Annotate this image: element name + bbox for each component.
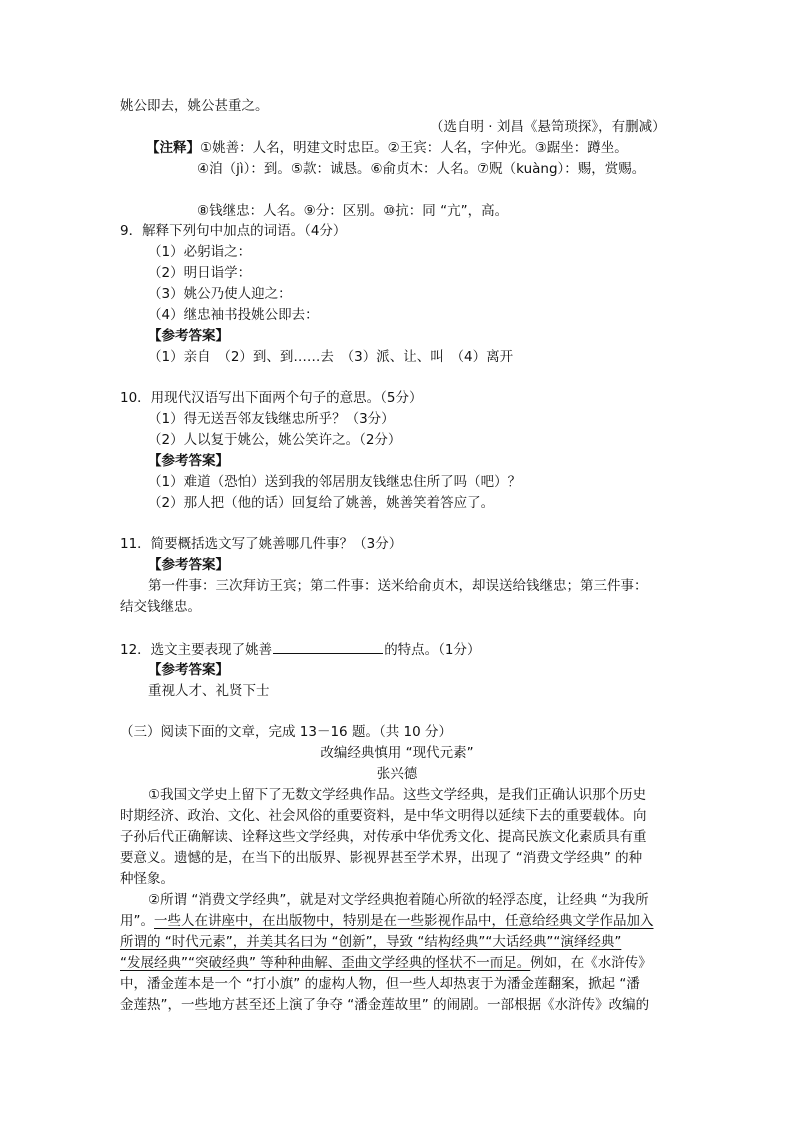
paragraph-1-line-2: 时期经济、政治、文化、社会风俗的重要资料，是中华文明得以延续下去的重要载体。向 <box>120 808 647 824</box>
paragraph-1-line-1: ①我国文学史上留下了无数文学经典作品。这些文学经典，是我们正确认识那个历史 <box>148 787 647 803</box>
q12-answer: 重视人才、礼贤下士 <box>148 683 270 699</box>
q10-stem: 10．用现代汉语写出下面两个句子的意思。（5分） <box>120 390 423 406</box>
q10-answer-2: （2）那人把（他的话）回复给了姚善，姚善笑着答应了。 <box>148 495 495 511</box>
q12-stem-after: 的特点。（1分） <box>384 642 481 658</box>
paragraph-2-line-3-underlined: 所谓的 “时代元素”，并美其名曰为 “创新”，导致 “结构经典”“大话经典”“演绎经典” <box>120 934 622 950</box>
paragraph-2-line-4 <box>120 953 652 974</box>
q11-stem: 11．简要概括选文写了姚善哪几件事？（3分） <box>120 536 403 552</box>
paragraph-1-line-5: 种怪象。 <box>120 871 174 887</box>
paragraph-2-line-2-underlined: 一些人在讲座中，在出版物中，特别是在一些影视作品中，任意给经典文学作品加入 <box>154 913 654 929</box>
paragraph-2-line-4-plain: 例如，在《水浒传》 <box>530 955 652 971</box>
q9-answer: （1）亲自 （2）到、到……去 （3）派、让、叫 （4）离开 <box>148 349 514 365</box>
paragraph-1-line-4: 要意义。遗憾的是，在当下的出版界、影视界甚至学术界，出现了 “消费文学经典” 的种 <box>120 850 643 866</box>
paragraph-2-line-5: 中，潘金莲本是一个 “打小旗” 的虚构人物，但一些人却热衷于为潘金莲翻案，掀起 “潘 <box>120 976 640 992</box>
passage-tail: 姚公即去，姚公甚重之。 <box>120 98 269 114</box>
q12-stem <box>120 639 481 661</box>
q9-item-4: （4）继忠袖书投姚公即去： <box>148 307 319 323</box>
notes-line-1 <box>146 138 628 159</box>
q10-item-2: （2）人以复于姚公，姚公笑许之。（2分） <box>148 432 402 448</box>
q10-item-1: （1）得无送吾邻友钱继忠所乎？（3分） <box>148 411 395 427</box>
paragraph-2-line-6: 金莲热”，一些地方甚至还上演了争夺 “潘金莲故里” 的闹剧。一部根据《水浒传》改编的 <box>120 997 650 1013</box>
q10-answer-label: 【参考答案】 <box>148 453 229 469</box>
q9-item-1: （1）必躬诣之： <box>148 244 252 260</box>
article-title: 改编经典慎用 “现代元素” <box>320 745 474 761</box>
q9-item-3: （3）姚公乃使人迎之： <box>148 286 292 302</box>
paragraph-1-line-3: 子孙后代正确解读、诠释这些文学经典，对传承中华优秀文化、提高民族文化素质具有重 <box>120 829 647 845</box>
q12-answer-label: 【参考答案】 <box>148 662 229 678</box>
notes-line-3: ⑧钱继忠：人名。⑨分：区别。⑩抗：同 “亢”，高。 <box>197 203 509 219</box>
notes-text-1: ①姚善：人名，明建文时忠臣。②王宾：人名，字仲光。③踞坐：蹲坐。 <box>200 140 628 156</box>
notes-line-2: ④洎（jì）：到。⑤款：诚恳。⑥俞贞木：人名。⑦贶（kuàng）：赐，赏赐。 <box>197 161 646 177</box>
q9-stem: 9．解释下列句中加点的词语。（4分） <box>120 223 347 239</box>
paragraph-2-line-2 <box>120 911 654 932</box>
paragraph-2-line-1: ②所谓 “消费文学经典”，就是对文学经典抱着随心所欲的轻浮态度，让经典 “为我所 <box>148 892 649 908</box>
q12-stem-before: 12．选文主要表现了姚善 <box>120 642 273 658</box>
q11-answer-line-1: 第一件事：三次拜访王宾；第二件事：送米给俞贞木，却误送给钱继忠；第三件事： <box>148 578 648 594</box>
q10-answer-1: （1）难道（恐怕）送到我的邻居朋友钱继忠住所了吗（吧）？ <box>148 474 522 490</box>
q9-answer-label: 【参考答案】 <box>148 328 229 344</box>
paragraph-2-line-2-plain: 用”。 <box>120 913 154 929</box>
article-author: 张兴德 <box>376 766 418 782</box>
paragraph-2-line-4-underlined: “发展经典”“突破经典” 等种种曲解、歪曲文学经典的怪状不一而足。 <box>120 955 531 971</box>
q12-answer-blank[interactable] <box>273 639 383 654</box>
q11-answer-line-2: 结交钱继忠。 <box>120 599 201 615</box>
q11-answer-label: 【参考答案】 <box>148 557 229 573</box>
section3-heading: （三）阅读下面的文章，完成 13－16 题。（共 10 分） <box>120 724 452 740</box>
notes-label: 【注释】 <box>146 140 200 156</box>
source-citation: （选自明 · 刘昌《悬笥琐探》，有删减） <box>430 119 666 135</box>
q9-item-2: （2）明日诣学： <box>148 265 252 281</box>
